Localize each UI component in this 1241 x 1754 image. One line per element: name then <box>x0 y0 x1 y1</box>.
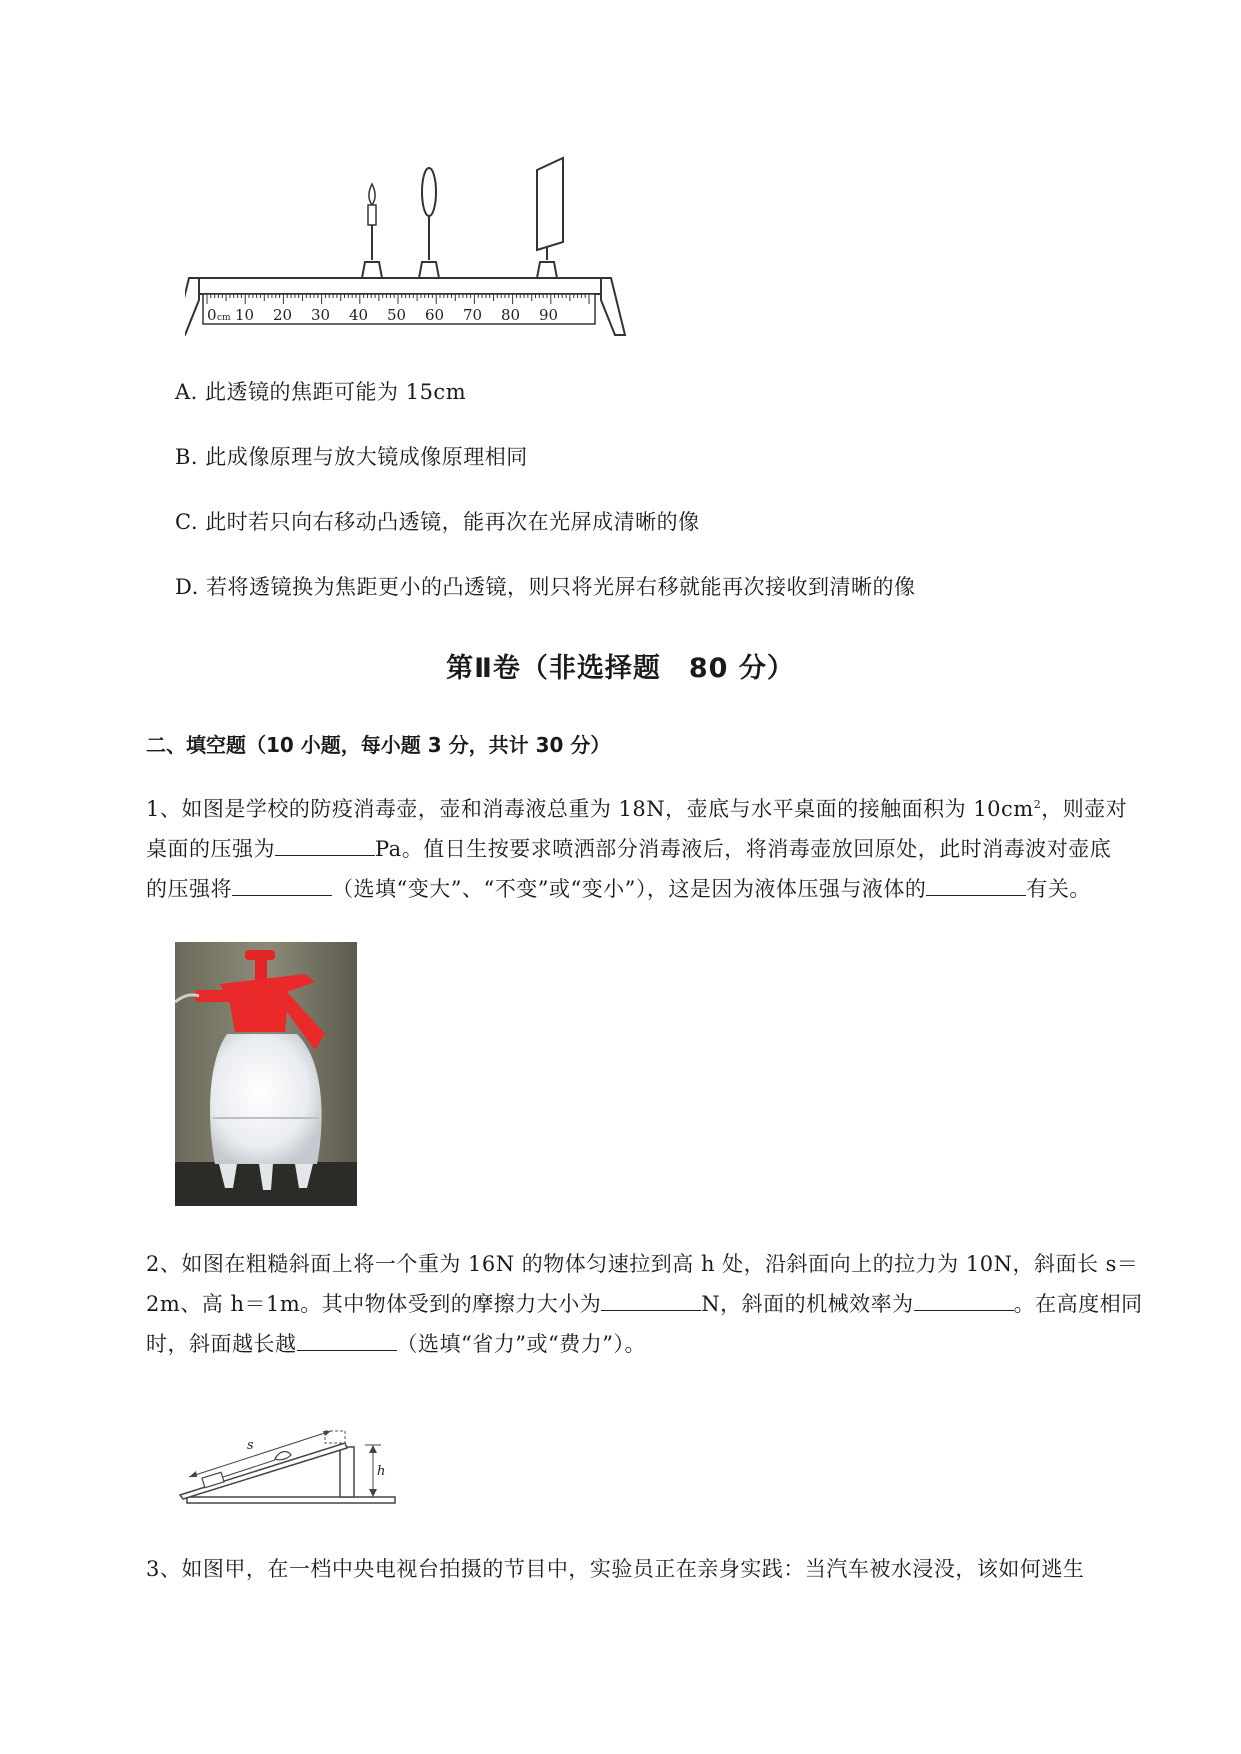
scale-label-80: 80 <box>501 306 521 324</box>
question-2-line-3: 时，斜面越长越 （选填“省力”或“费力”）。 <box>146 1324 1143 1364</box>
answer-blank[interactable] <box>297 1328 397 1351</box>
candle <box>368 205 376 225</box>
scale-label-cm: cm <box>217 313 231 323</box>
option-letter: A. <box>175 380 198 404</box>
question-3 <box>146 1549 1084 1589</box>
bench-leg-left <box>185 278 199 335</box>
option-text: 此透镜的焦距可能为 15cm <box>205 380 467 404</box>
option-d <box>175 571 915 601</box>
scale-label-30: 30 <box>311 306 331 324</box>
option-text: 此时若只向右移动凸透镜，能再次在光屏成清晰的像 <box>205 510 700 534</box>
option-text: 此成像原理与放大镜成像原理相同 <box>205 445 528 469</box>
scale-label-10: 10 <box>235 306 255 324</box>
scale-label-50: 50 <box>387 306 407 324</box>
question-2 <box>146 1244 1143 1364</box>
incline-base <box>187 1497 395 1503</box>
question-1-line-2: 桌面的压强为 Pa。值日生按要求喷洒部分消毒液后，将消毒壶放回原处，此时消毒波对壶底 <box>146 829 1127 869</box>
bench-leg-right <box>601 278 625 335</box>
answer-blank[interactable] <box>926 873 1026 896</box>
candle-flame <box>369 184 375 205</box>
option-b <box>175 441 528 471</box>
section-title: 第Ⅱ卷（非选择题 80 分） <box>446 653 795 684</box>
incline-plank <box>180 1443 347 1499</box>
option-c <box>175 506 700 536</box>
light-screen <box>537 158 563 250</box>
scale-label-70: 70 <box>463 306 483 324</box>
optical-bench-figure <box>185 150 685 340</box>
incline-label-h: h <box>377 1464 386 1479</box>
answer-blank[interactable] <box>914 1288 1014 1311</box>
answer-blank[interactable] <box>275 833 375 856</box>
option-text: 若将透镜换为焦距更小的凸透镜，则只将光屏右移就能再次接收到清晰的像 <box>205 575 916 599</box>
option-letter: C. <box>175 510 198 534</box>
option-a <box>175 376 466 406</box>
question-1-line-1: 1、如图是学校的防疫消毒壶，壶和消毒液总重为 18N，壶底与水平桌面的接触面积为 $10cm^2$，则壶对 <box>146 797 1128 821</box>
question-1 <box>146 785 1127 909</box>
part-title: 二、填空题（10 小题，每小题 3 分，共计 30 分） <box>146 733 611 757</box>
bench-rail <box>197 278 603 294</box>
question-1-line-3: 的压强将 （选填“变大”、“不变”或“变小”），这是因为液体压强与液体的 有关。 <box>146 869 1127 909</box>
incline-label-s: s <box>247 1438 254 1453</box>
option-letter: D. <box>175 575 199 599</box>
sprayer-photo <box>175 942 357 1206</box>
scale-label-40: 40 <box>349 306 369 324</box>
scale-label-20: 20 <box>273 306 293 324</box>
scale-label-60: 60 <box>425 306 445 324</box>
answer-blank[interactable] <box>601 1288 701 1311</box>
question-2-line-1: 2、如图在粗糙斜面上将一个重为 16N 的物体匀速拉到高 h 处，沿斜面向上的拉力为 10N，斜面长 s＝ <box>146 1252 1139 1276</box>
question-3-line-1: 3、如图甲，在一档中央电视台拍摄的节目中，实验员正在亲身实践：当汽车被水浸没，该如何逃生 <box>146 1557 1085 1581</box>
sprayer-bottle-body <box>210 1034 322 1164</box>
incline-support <box>340 1447 354 1497</box>
answer-blank[interactable] <box>232 873 332 896</box>
question-2-line-2: 2m、高 h＝1m。其中物体受到的摩擦力大小为 N，斜面的机械效率为 。在高度相同 <box>146 1284 1143 1324</box>
scale-label-0: 0 <box>207 306 217 324</box>
scale-label-90: 90 <box>539 306 559 324</box>
incline-figure <box>175 1405 405 1515</box>
convex-lens <box>422 168 436 216</box>
option-letter: B. <box>175 445 199 469</box>
